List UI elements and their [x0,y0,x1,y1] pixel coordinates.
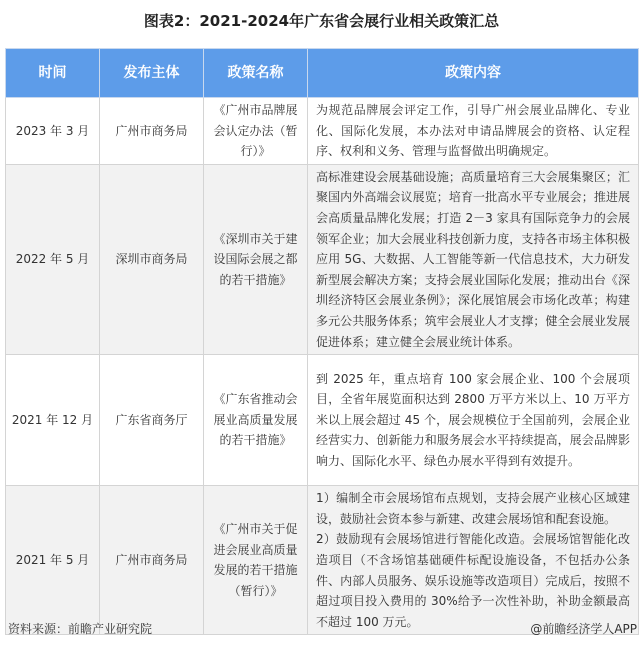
cell-issuer: 广州市商务局 [100,486,204,635]
cell-policy-name: 《广州市品牌展会认定办法（暂行）》 [204,98,308,165]
cell-policy-name: 《广东省推动会展业高质量发展的若干措施》 [204,355,308,486]
cell-policy-name: 《广州市关于促进会展业高质量发展的若干措施（暂行）》 [204,486,308,635]
cell-issuer: 深圳市商务局 [100,164,204,354]
cell-issuer: 广东省商务厅 [100,355,204,486]
credit-note: @前瞻经济学人APP [530,622,637,636]
content-item-1: 1）编制全市会展场馆布点规划，支持会展产业核心区域建设，鼓励社会资本参与新建、改建会展场馆和配套设施。 [316,491,630,526]
table-row [6,355,639,486]
table-header [6,49,639,98]
header-policy-name: 政策名称 [204,49,308,98]
table-row [6,486,639,635]
cell-policy-content [308,486,639,635]
cell-policy-content: 到 2025 年，重点培育 100 家会展企业、100 个会展项目，全省年展览面积达到 2800 万平方米以上、10 万平方米以上展会超过 45 个，展会规模位于全国前列，会展企业经营实力、创新能力和服务展会水平持续提高，展会品牌影响力、国际化水平、绿色办展水平得到有效提升。 [308,355,639,486]
table-row [6,164,639,354]
cell-policy-name: 《深圳市关于建设国际会展之都的若干措施》 [204,164,308,354]
cell-time: 2021 年 12 月 [6,355,100,486]
table-title: 图表2：2021-2024年广东省会展行业相关政策汇总 [143,12,500,30]
content-item-2: 2）鼓励现有会展场馆进行智能化改造。会展场馆智能化改造项目（不含场馆基础硬件标配设施设备，不包括办公条件、内部人员服务、娱乐设施等改造项目）完成后，按照不超过项目投入费用的 30%给予一次性补助，补助金额最高不超过 100 万元。 [316,532,630,629]
cell-time: 2023 年 3 月 [6,98,100,165]
cell-time: 2021 年 5 月 [6,486,100,635]
table-row [6,98,639,165]
header-issuer: 发布主体 [100,49,204,98]
header-policy-content: 政策内容 [308,49,639,98]
policy-table [5,48,639,635]
source-note: 资料来源：前瞻产业研究院 [8,622,153,636]
cell-time: 2022 年 5 月 [6,164,100,354]
cell-issuer: 广州市商务局 [100,98,204,165]
header-time: 时间 [6,49,100,98]
cell-policy-content: 为规范品牌展会评定工作，引导广州会展业品牌化、专业化、国际化发展，本办法对申请品牌展会的资格、认定程序、权利和义务、管理与监督做出明确规定。 [308,98,639,165]
cell-policy-content: 高标准建设会展基础设施；高质量培育三大会展集聚区；汇聚国内外高端会议展览；培育一批高水平专业展会；推进展会高质量品牌化发展；打造 2－3 家具有国际竞争力的会展领军企业；加大会展业科技创新力度，支持各市场主体积极应用 5G、大数据、人工智能等新一代信息技术，大力研发新型展会解决方案；支持会展业国际化发展；推动出台《深圳经济特区会展业条例》；深化展馆展会市场化改革；构建多元公共服务体系；筑牢会展业人才支撑；健全会展业发展促进体系；建立健全会展业统计体系。 [308,164,639,354]
